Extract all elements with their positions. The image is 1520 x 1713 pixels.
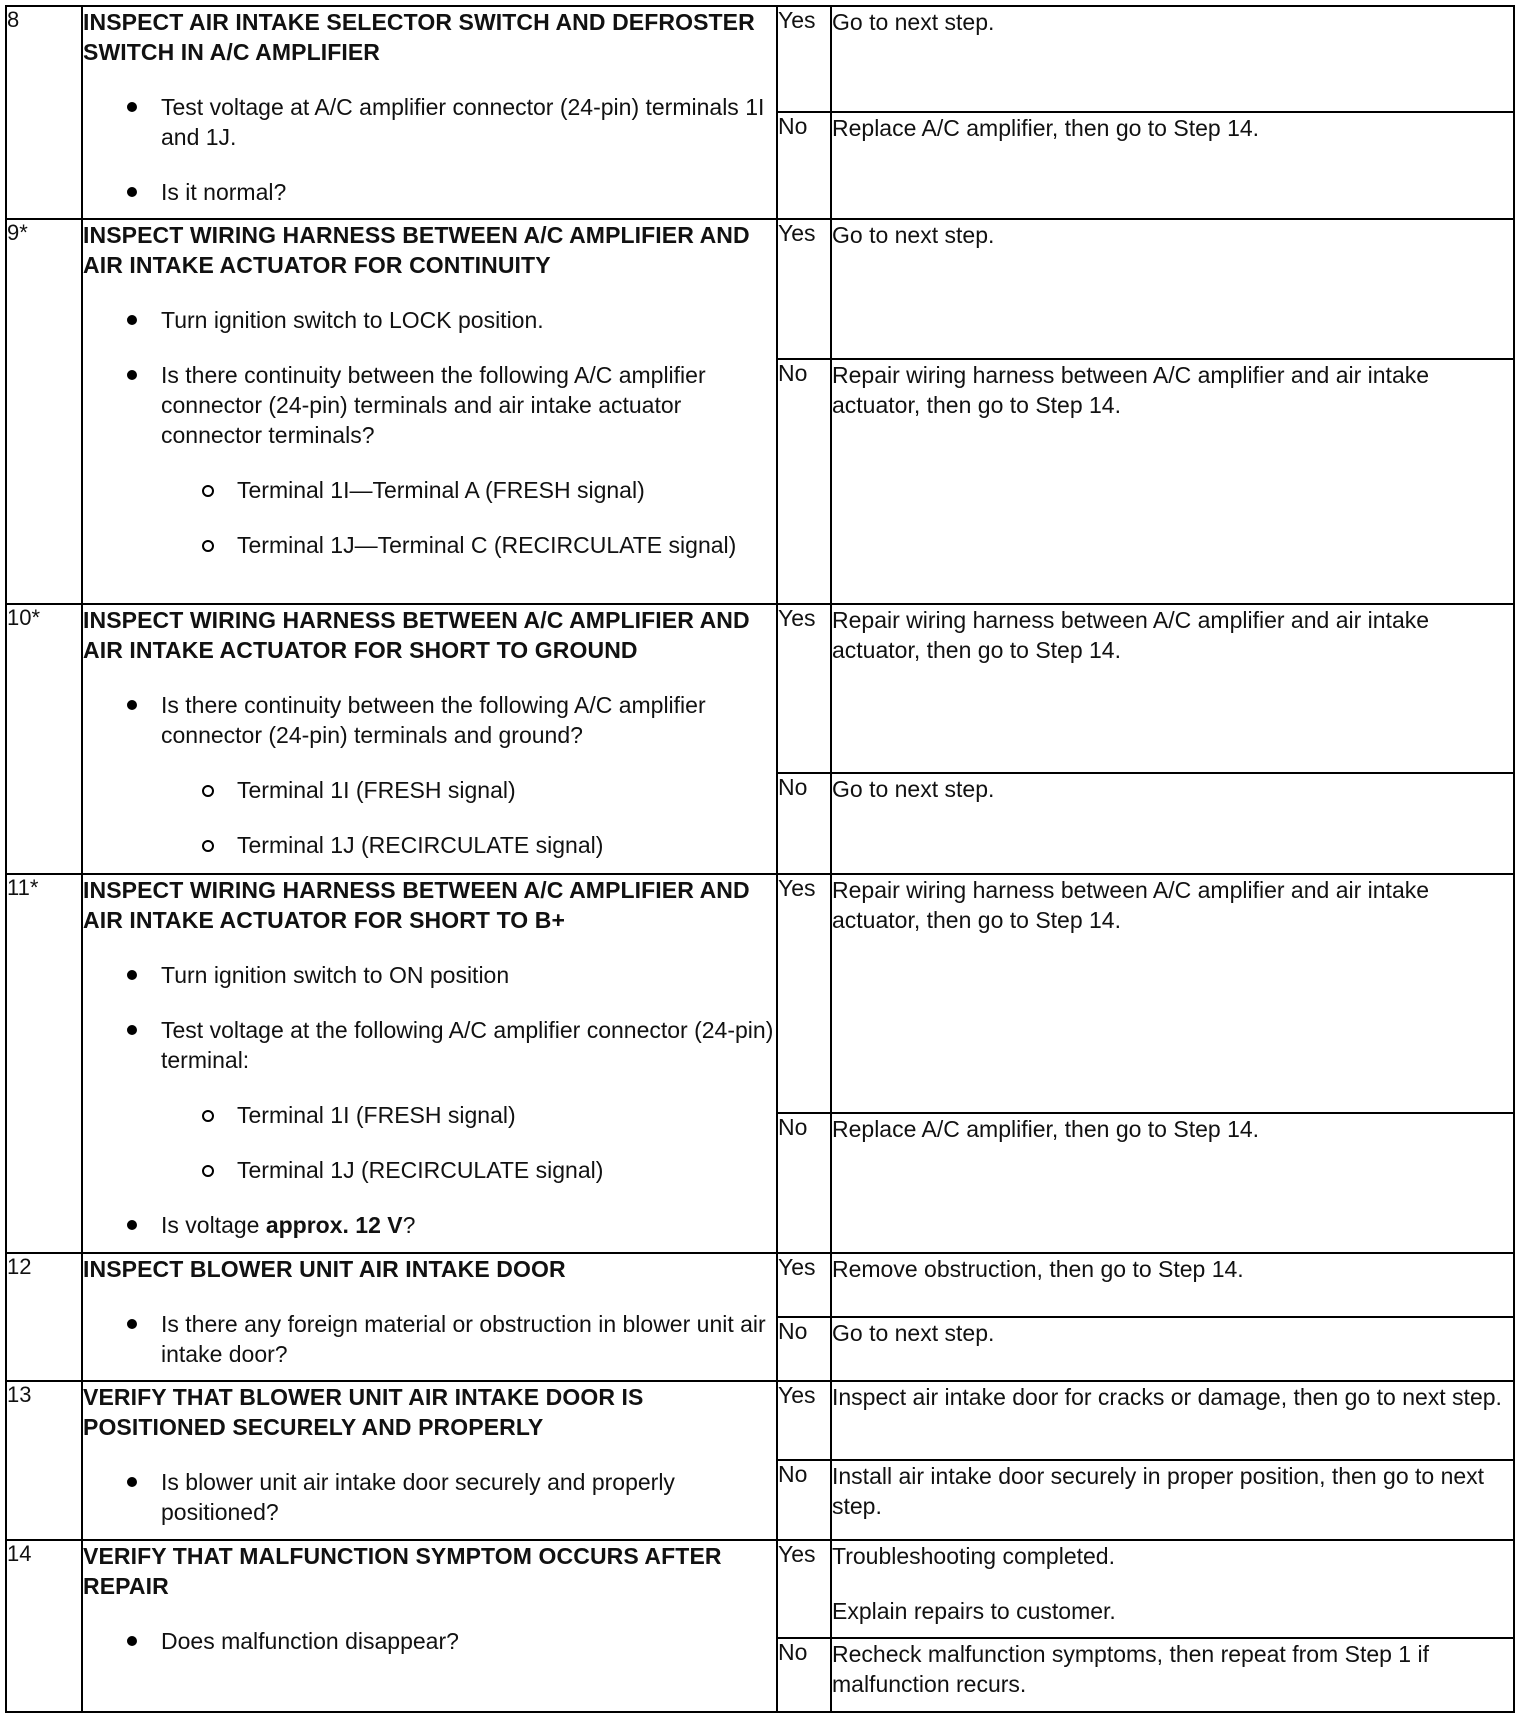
bullet-item: Is there continuity between the following A/C amplifier connector (24-pin) terminals and air intake actuator connector terminals? (83, 360, 776, 450)
sub-item: Terminal 1J (RECIRCULATE signal) (83, 830, 776, 860)
bullet-item (83, 1210, 776, 1240)
bullet-item: Is there any foreign material or obstruction in blower unit air intake door? (83, 1309, 776, 1369)
no-action: Repair wiring harness between A/C amplifier and air intake actuator, then go to Step 14. (831, 359, 1514, 604)
sub-item: Terminal 1J (RECIRCULATE signal) (83, 1155, 776, 1185)
yes-action: Go to next step. (831, 219, 1514, 359)
step-inspection (82, 874, 777, 1253)
yes-action: Remove obstruction, then go to Step 14. (831, 1253, 1514, 1317)
step-title: INSPECT BLOWER UNIT AIR INTAKE DOOR (83, 1256, 566, 1282)
step-title: VERIFY THAT MALFUNCTION SYMPTOM OCCURS AFTER REPAIR (83, 1543, 722, 1599)
step-inspection (82, 219, 777, 604)
step-number: 9* (6, 219, 82, 604)
yes-action: Repair wiring harness between A/C amplifier and air intake actuator, then go to Step 14. (831, 604, 1514, 773)
step-title: VERIFY THAT BLOWER UNIT AIR INTAKE DOOR IS POSITIONED SECURELY AND PROPERLY (83, 1384, 644, 1440)
step-row (6, 1253, 1514, 1317)
yes-label: Yes (777, 1381, 831, 1460)
yes-label: Yes (777, 1540, 831, 1638)
no-action: Recheck malfunction symptoms, then repeat from Step 1 if malfunction recurs. (831, 1638, 1514, 1712)
yes-label: Yes (777, 1253, 831, 1317)
bullet-item: Is it normal? (83, 177, 776, 207)
bullet-item: Test voltage at the following A/C amplifier connector (24-pin) terminal: (83, 1015, 776, 1075)
step-inspection (82, 1381, 777, 1540)
step-title: INSPECT WIRING HARNESS BETWEEN A/C AMPLIFIER AND AIR INTAKE ACTUATOR FOR SHORT TO B+ (83, 877, 750, 933)
step-number: 10* (6, 604, 82, 874)
step-inspection (82, 6, 777, 219)
final-question-suffix: ? (402, 1212, 416, 1238)
yes-action: Go to next step. (831, 6, 1514, 112)
no-label: No (777, 359, 831, 604)
step-title: INSPECT AIR INTAKE SELECTOR SWITCH AND DEFROSTER SWITCH IN A/C AMPLIFIER (83, 9, 755, 65)
yes-action (831, 1540, 1514, 1638)
no-action: Go to next step. (831, 773, 1514, 874)
bullet-item: Turn ignition switch to ON position (83, 960, 776, 990)
yes-label: Yes (777, 874, 831, 1113)
step-number: 13 (6, 1381, 82, 1540)
no-action: Replace A/C amplifier, then go to Step 14. (831, 1113, 1514, 1253)
no-label: No (777, 1638, 831, 1712)
step-title: INSPECT WIRING HARNESS BETWEEN A/C AMPLIFIER AND AIR INTAKE ACTUATOR FOR SHORT TO GROUND (83, 607, 750, 663)
no-label: No (777, 773, 831, 874)
final-question-value: approx. 12 V (265, 1212, 403, 1238)
sub-item: Terminal 1I (FRESH signal) (83, 1100, 776, 1130)
final-question-prefix: Is voltage (161, 1212, 266, 1238)
step-inspection (82, 1540, 777, 1712)
yes-action: Inspect air intake door for cracks or damage, then go to next step. (831, 1381, 1514, 1460)
step-title: INSPECT WIRING HARNESS BETWEEN A/C AMPLIFIER AND AIR INTAKE ACTUATOR FOR CONTINUITY (83, 222, 750, 278)
no-action: Replace A/C amplifier, then go to Step 14. (831, 112, 1514, 219)
yes-action-line: Troubleshooting completed. (832, 1543, 1115, 1569)
no-action: Go to next step. (831, 1317, 1514, 1381)
step-row (6, 1381, 1514, 1460)
no-label: No (777, 1317, 831, 1381)
step-row (6, 604, 1514, 773)
step-inspection (82, 1253, 777, 1381)
step-number: 8 (6, 6, 82, 219)
sub-item: Terminal 1I (FRESH signal) (83, 775, 776, 805)
no-action: Install air intake door securely in proper position, then go to next step. (831, 1460, 1514, 1540)
step-inspection (82, 604, 777, 874)
step-number: 12 (6, 1253, 82, 1381)
sub-item: Terminal 1J—Terminal C (RECIRCULATE signal) (83, 530, 776, 560)
yes-label: Yes (777, 6, 831, 112)
yes-action: Repair wiring harness between A/C amplifier and air intake actuator, then go to Step 14. (831, 874, 1514, 1113)
step-row (6, 219, 1514, 359)
no-label: No (777, 1460, 831, 1540)
bullet-item: Is there continuity between the following A/C amplifier connector (24-pin) terminals and ground? (83, 690, 776, 750)
yes-action-line: Explain repairs to customer. (832, 1598, 1116, 1624)
troubleshooting-table (5, 5, 1515, 1713)
step-row (6, 1540, 1514, 1638)
bullet-item: Does malfunction disappear? (83, 1626, 776, 1656)
bullet-item: Test voltage at A/C amplifier connector (24-pin) terminals 1I and 1J. (83, 92, 776, 152)
bullet-item: Is blower unit air intake door securely and properly positioned? (83, 1467, 776, 1527)
no-label: No (777, 1113, 831, 1253)
yes-label: Yes (777, 604, 831, 773)
yes-label: Yes (777, 219, 831, 359)
step-row (6, 6, 1514, 112)
bullet-item: Turn ignition switch to LOCK position. (83, 305, 776, 335)
no-label: No (777, 112, 831, 219)
step-number: 11* (6, 874, 82, 1253)
sub-item: Terminal 1I—Terminal A (FRESH signal) (83, 475, 776, 505)
troubleshooting-sheet (5, 5, 1513, 1713)
step-number: 14 (6, 1540, 82, 1712)
step-row (6, 874, 1514, 1113)
